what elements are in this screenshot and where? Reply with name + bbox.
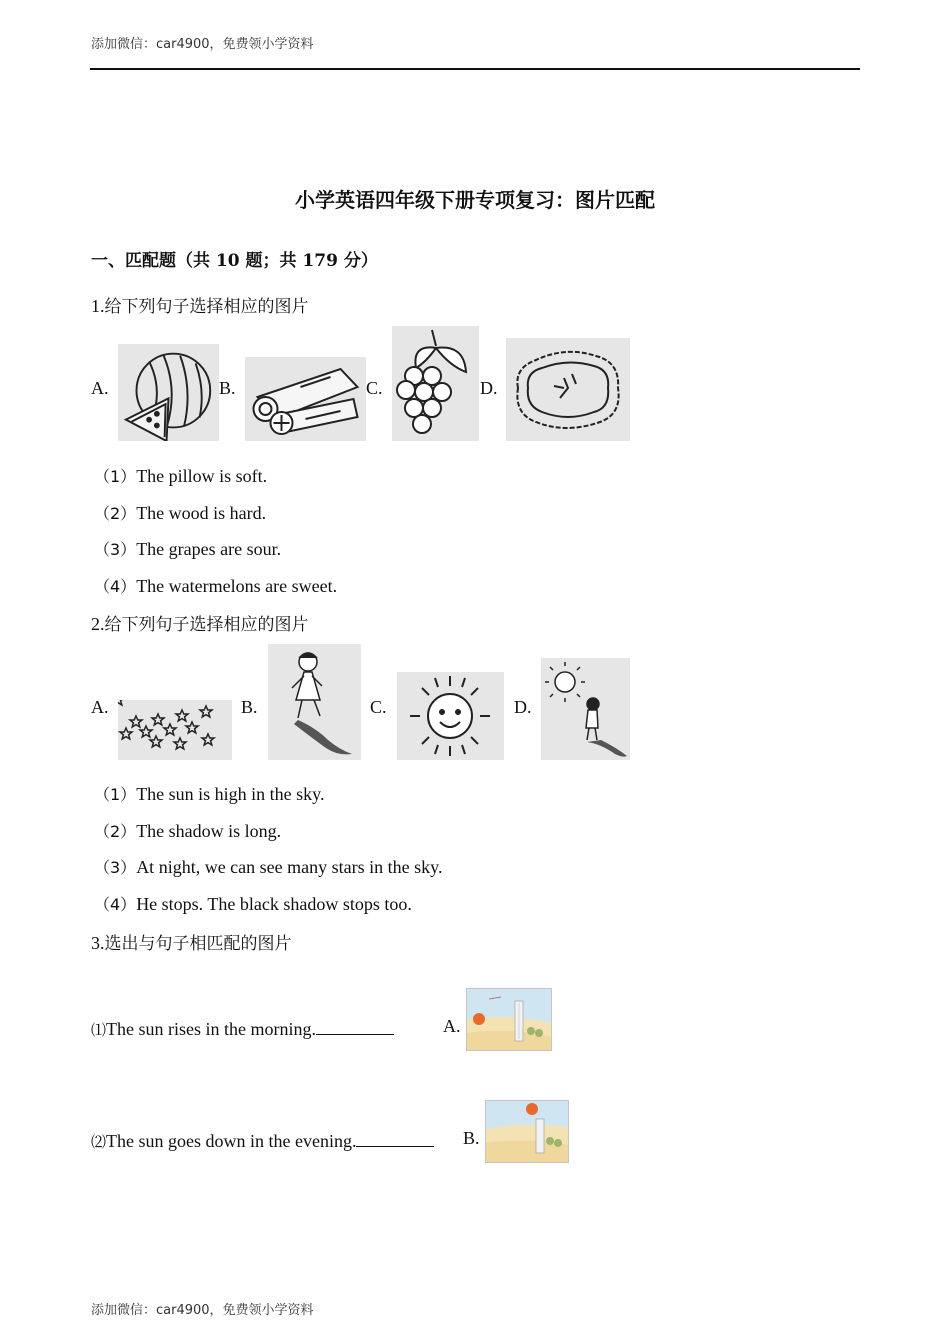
- watermelon-picture: [118, 344, 219, 441]
- q3-option-a-label: A.: [443, 1016, 461, 1036]
- girl-long-shadow-picture: [268, 644, 361, 760]
- q1-option-b-label: B.: [219, 378, 236, 398]
- q1-option-c-label: C.: [366, 378, 383, 398]
- q2-option-c-label: C.: [370, 697, 387, 717]
- q2-sentence-1: （1）The sun is high in the sky.: [94, 784, 325, 804]
- q1-option-d-label: D.: [480, 378, 498, 398]
- sunrise-picture: [466, 988, 552, 1051]
- q1-sentence-1: （1）The pillow is soft.: [94, 466, 268, 486]
- answer-blank[interactable]: [356, 1128, 434, 1147]
- header-divider: [90, 68, 860, 70]
- q1-sentence-2: （2）The wood is hard.: [94, 503, 267, 523]
- question-1-prompt: [91, 292, 309, 317]
- grapes-picture: [392, 326, 479, 441]
- q2-option-d-label: D.: [514, 697, 532, 717]
- q2-sentence-4: （4）He stops. The black shadow stops too.: [94, 894, 412, 914]
- q3-sentence-2: ⑵The sun goes down in the evening.: [91, 1128, 434, 1152]
- question-number: 2.: [91, 614, 105, 634]
- wood-logs-picture: [245, 357, 366, 441]
- q2-sentence-2: （2）The shadow is long.: [94, 821, 282, 841]
- answer-blank[interactable]: [316, 1016, 394, 1035]
- q3-sentence-1: ⑴The sun rises in the morning.: [91, 1016, 394, 1040]
- page-footer: 添加微信：car4900，免费领小学资料: [91, 1303, 314, 1318]
- q1-sentence-4: （4）The watermelons are sweet.: [94, 576, 338, 596]
- question-text: 给下列句子选择相应的图片: [104, 297, 309, 317]
- page-header: 添加微信：car4900，免费领小学资料: [91, 37, 314, 52]
- question-2-prompt: [91, 610, 309, 635]
- q1-sentence-3: （3）The grapes are sour.: [94, 539, 282, 559]
- stars-picture: [118, 700, 232, 760]
- q2-option-a-label: A.: [91, 697, 109, 717]
- sunset-picture: [485, 1100, 569, 1163]
- q2-sentence-3: （3）At night, we can see many stars in the sky.: [94, 857, 443, 877]
- question-text: 选出与句子相匹配的图片: [104, 934, 292, 954]
- section-heading: 一、匹配题（共 10 题；共 179 分）: [91, 251, 378, 271]
- page-title: 小学英语四年级下册专项复习：图片匹配: [295, 188, 655, 212]
- q1-option-a-label: A.: [91, 378, 109, 398]
- q3-option-b-label: B.: [463, 1128, 480, 1148]
- question-text: 给下列句子选择相应的图片: [104, 615, 309, 635]
- smiling-sun-picture: [397, 672, 504, 760]
- question-number: 1.: [91, 296, 105, 316]
- question-number: 3.: [91, 933, 105, 953]
- boy-shadow-sun-picture: [541, 658, 630, 760]
- question-3-prompt: [91, 929, 292, 954]
- q2-option-b-label: B.: [241, 697, 258, 717]
- pillow-picture: [506, 338, 630, 441]
